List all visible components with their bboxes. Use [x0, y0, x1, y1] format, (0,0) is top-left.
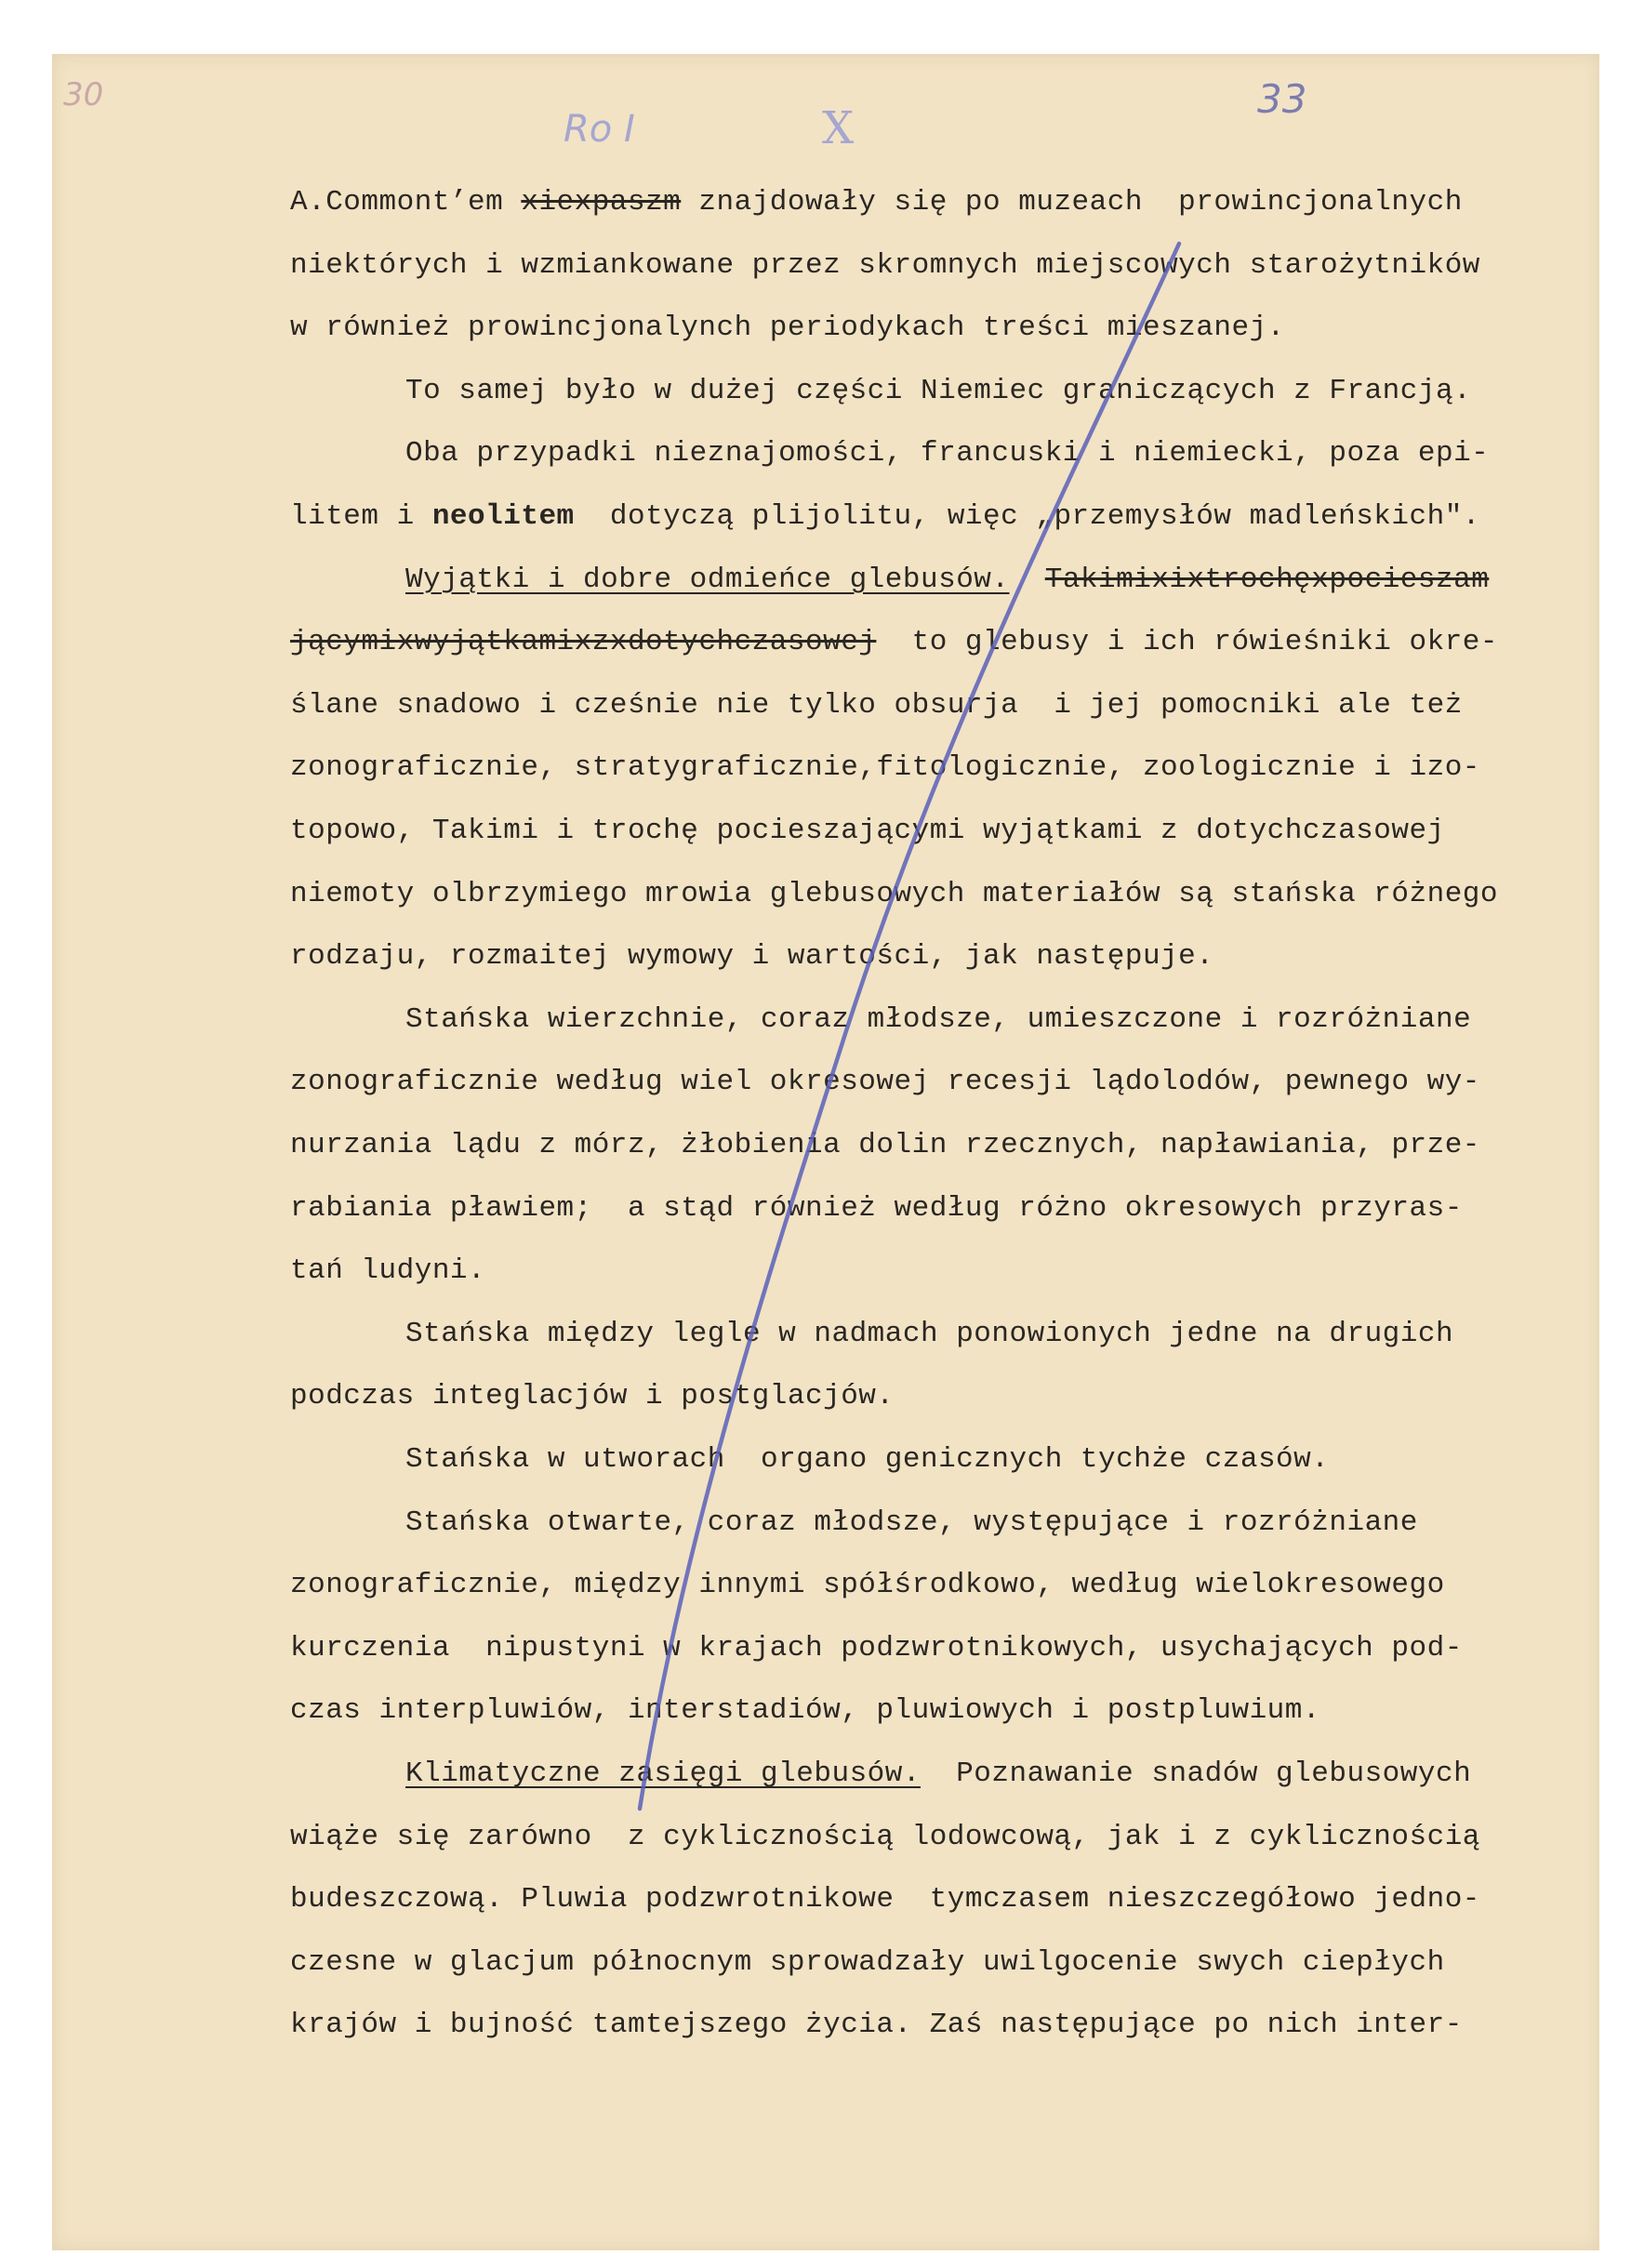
text-line — [290, 1129, 1480, 1161]
text-segment: ślane snadowo i cześnie nie tylko obsurja i jej pomocniki ale też — [290, 688, 1463, 722]
text-segment: czas interpluwiów, interstadiów, pluwiowych i postpluwium. — [290, 1694, 1320, 1728]
text-segment: Stańska w utworach organo genicznych tychże czasów. — [405, 1443, 1330, 1476]
text-segment: krajów i bujność tamtejszego życia. Zaś następujące po nich inter- — [290, 2009, 1463, 2042]
text-segment: rabiania pławiem; a stąd również według różno okresowych przyras- — [290, 1191, 1463, 1225]
text-line — [290, 1821, 1480, 1853]
text-line — [405, 437, 1489, 470]
text-line — [290, 2009, 1463, 2041]
text-line — [405, 1443, 1329, 1476]
text-line — [290, 186, 1463, 219]
text-segment: zonograficznie, między innymi spółśrodkowo, według wielokresowego — [290, 1569, 1445, 1602]
text-segment: zonograficznie, stratygraficznie,fitologicznie, zoologicznie i izo- — [290, 751, 1480, 785]
text-line — [290, 500, 1480, 533]
text-segment: tań ludyni. — [290, 1254, 486, 1288]
text-line — [290, 1694, 1320, 1727]
text-segment: Stańska wierzchnie, coraz młodsze, umieszczone i rozróżniane — [405, 1002, 1472, 1036]
section-heading: Klimatyczne zasięgi glebusów. — [405, 1757, 921, 1790]
text-line — [290, 249, 1480, 282]
text-segment: znajdowały się po muzeach prowincjonalnych — [681, 186, 1463, 219]
text-segment: czesne w glacjum północnym sprowadzały uwilgocenie swych ciepłych — [290, 1945, 1445, 1979]
text-segment: Poznawanie snadów glebusowych — [921, 1757, 1472, 1790]
text-line — [405, 375, 1471, 407]
text-line — [290, 1569, 1445, 1601]
text-line — [290, 815, 1445, 847]
text-segment: Stańska otwarte, coraz młodsze, występujące i rozróżniane — [405, 1505, 1418, 1539]
text-segment: rodzaju, rozmaitej wymowy i wartości, jak następuje. — [290, 940, 1214, 974]
text-segment: podczas integlacjów i postglacjów. — [290, 1380, 895, 1413]
text-segment: to glebusy i ich rówieśniki okre- — [876, 626, 1499, 659]
text-segment: To samej było w dużej części Niemiec graniczących z Francją. — [405, 374, 1472, 407]
text-segment: A.Commont’em — [290, 186, 522, 219]
text-line — [405, 564, 1489, 596]
struck-out-text: xiexpaszm — [521, 186, 682, 219]
text-line — [290, 1192, 1463, 1225]
text-segment: w również prowincjonalynch periodykach treści mieszanej. — [290, 312, 1285, 345]
text-segment: wiąże się zarówno z cyklicznością lodowcową, jak i z cyklicznością — [290, 1820, 1480, 1853]
text-segment: kurczenia nipustyni w krajach podzwrotnikowych, usychających pod- — [290, 1631, 1463, 1665]
text-line — [405, 1757, 1471, 1790]
text-segment: litem i — [290, 500, 432, 533]
text-line — [290, 878, 1498, 910]
text-line — [405, 1318, 1453, 1350]
text-segment: dotyczą plijolitu, więc „przemysłów madleńskich". — [574, 500, 1480, 533]
section-heading: Wyjątki i dobre odmieńce glebusów. — [405, 563, 1010, 596]
text-segment: neolitem — [431, 500, 575, 533]
struck-out-text: jącymixwyjątkamixzxdotychczasowej — [290, 626, 877, 659]
text-line — [290, 689, 1463, 722]
text-line — [290, 1946, 1445, 1979]
text-line — [290, 1380, 895, 1413]
text-segment — [1010, 564, 1045, 596]
text-line — [290, 1066, 1480, 1098]
faint-page-number: 30 — [63, 76, 104, 113]
text-line — [290, 312, 1285, 344]
text-line — [405, 1003, 1471, 1036]
folio-number: 33 — [1257, 76, 1307, 122]
text-line — [290, 940, 1213, 973]
text-line — [290, 751, 1480, 784]
text-segment: budeszczową. Pluwia podzwrotnikowe tymczasem nieszczegółowo jedno- — [290, 1883, 1480, 1917]
struck-out-text: Takimixixtrochęxpocieszam — [1044, 563, 1490, 596]
archive-mark: Ro I — [564, 108, 635, 151]
roman-numeral-mark: X — [822, 102, 855, 154]
text-line — [405, 1506, 1418, 1539]
text-segment: nurzania lądu z mórz, żłobienia dolin rzecznych, napławiania, prze- — [290, 1129, 1480, 1161]
text-segment: niektórych i wzmiankowane przez skromnych miejscowych starożytników — [290, 248, 1480, 282]
text-line — [290, 1254, 485, 1287]
text-segment: Stańska między legle w nadmach ponowionych jedne na drugich — [405, 1317, 1454, 1350]
text-segment: Oba przypadki nieznajomości, francuski i niemiecki, poza epi- — [405, 437, 1490, 471]
text-line — [290, 626, 1498, 658]
text-segment: zonograficznie według wiel okresowej recesji lądolodów, pewnego wy- — [290, 1066, 1480, 1099]
text-segment: topowo, Takimi i trochę pocieszającymi wyjątkami z dotychczasowej — [290, 815, 1445, 847]
text-segment: niemoty olbrzymiego mrowia glebusowych materiałów są stańska różnego — [290, 877, 1499, 910]
text-line — [290, 1632, 1463, 1665]
text-line — [290, 1883, 1480, 1916]
